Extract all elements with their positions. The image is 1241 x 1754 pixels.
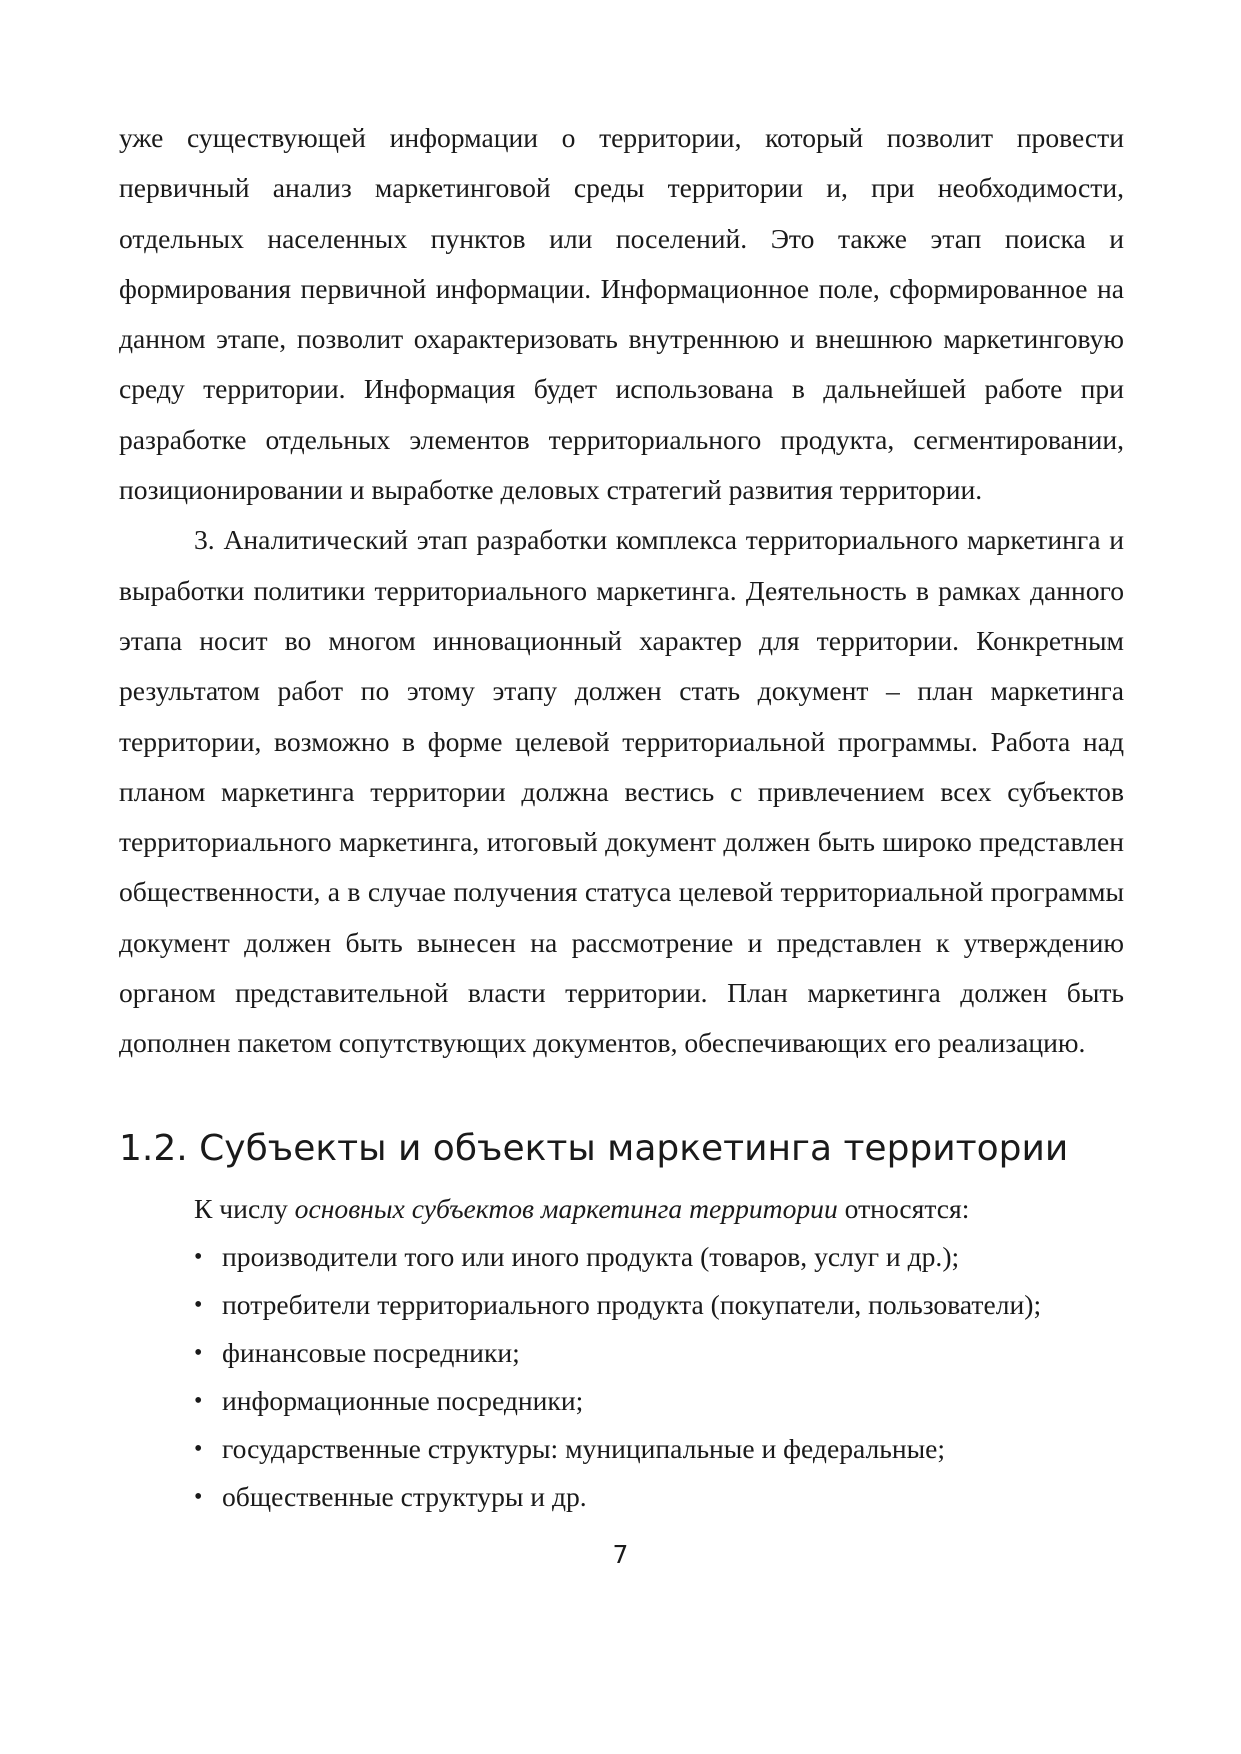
list-item-text: информационные посредники; [222, 1384, 584, 1416]
section-intro [119, 1185, 1124, 1233]
bullet-icon: • [194, 1339, 203, 1366]
list-item-text: производители того или иного продукта (товаров, услуг и др.); [222, 1240, 960, 1272]
bullet-icon: • [194, 1483, 203, 1510]
list-item-text: государственные структуры: муниципальные и федеральные; [222, 1432, 946, 1464]
body-paragraph-1: уже существующей информации о территории, который позволит провести первичный анализ маркетинговой среды территории и, при необходимости, отдельных населенных пунктов или поселений. Это также этап поиска и формирования первичной информации. Информационное поле, сформированное на данном этапе, позволит охарактеризовать внутреннюю и внешнюю маркетинговую среду территории. Информация будет использована в дальнейшей работе при разработке отдельных элементов территориального продукта, сегментировании, позиционировании и выработке деловых стратегий развития территории. [119, 122, 1124, 506]
bullet-icon: • [194, 1435, 203, 1462]
bullet-icon: • [194, 1291, 203, 1318]
intro-text-after: относятся: [837, 1192, 970, 1224]
list-item-text: финансовые посредники; [222, 1336, 520, 1368]
list-item-text: потребители территориального продукта (покупатели, пользователи); [222, 1288, 1042, 1320]
intro-text-before: К числу [194, 1192, 295, 1224]
list-item [119, 1281, 1124, 1329]
list-item [119, 1329, 1124, 1377]
intro-emphasis: основных субъектов маркетинга территории [294, 1192, 838, 1224]
list-item [119, 1473, 1124, 1521]
subjects-list [119, 1233, 1124, 1521]
list-item-text: общественные структуры и др. [222, 1480, 587, 1512]
bullet-icon: • [194, 1243, 203, 1270]
bullet-icon: • [194, 1387, 203, 1414]
list-item [119, 1425, 1124, 1473]
section-heading: 1.2. Субъекты и объекты маркетинга территории [119, 1127, 1069, 1169]
list-item [119, 1377, 1124, 1425]
body-paragraph-2: 3. Аналитический этап разработки комплекса территориального маркетинга и выработки политики территориального маркетинга. Деятельность в рамках данного этапа носит во многом инновационный характер для территории. Конкретным результатом работ по этому этапу должен стать документ – план маркетинга территории, возможно в форме целевой территориальной программы. Работа над планом маркетинга территории должна вестись с привлечением всех субъектов территориального маркетинга, итоговый документ должен быть широко представлен общественности, а в случае получения статуса целевой территориальной программы документ должен быть вынесен на рассмотрение и представлен к утверждению органом представительной власти территории. План маркетинга должен быть дополнен пакетом сопутствующих документов, обеспечивающих его реализацию. [119, 524, 1124, 1059]
page-number: 7 [612, 1540, 629, 1569]
list-item [119, 1233, 1124, 1281]
document-page [119, 113, 1124, 1521]
